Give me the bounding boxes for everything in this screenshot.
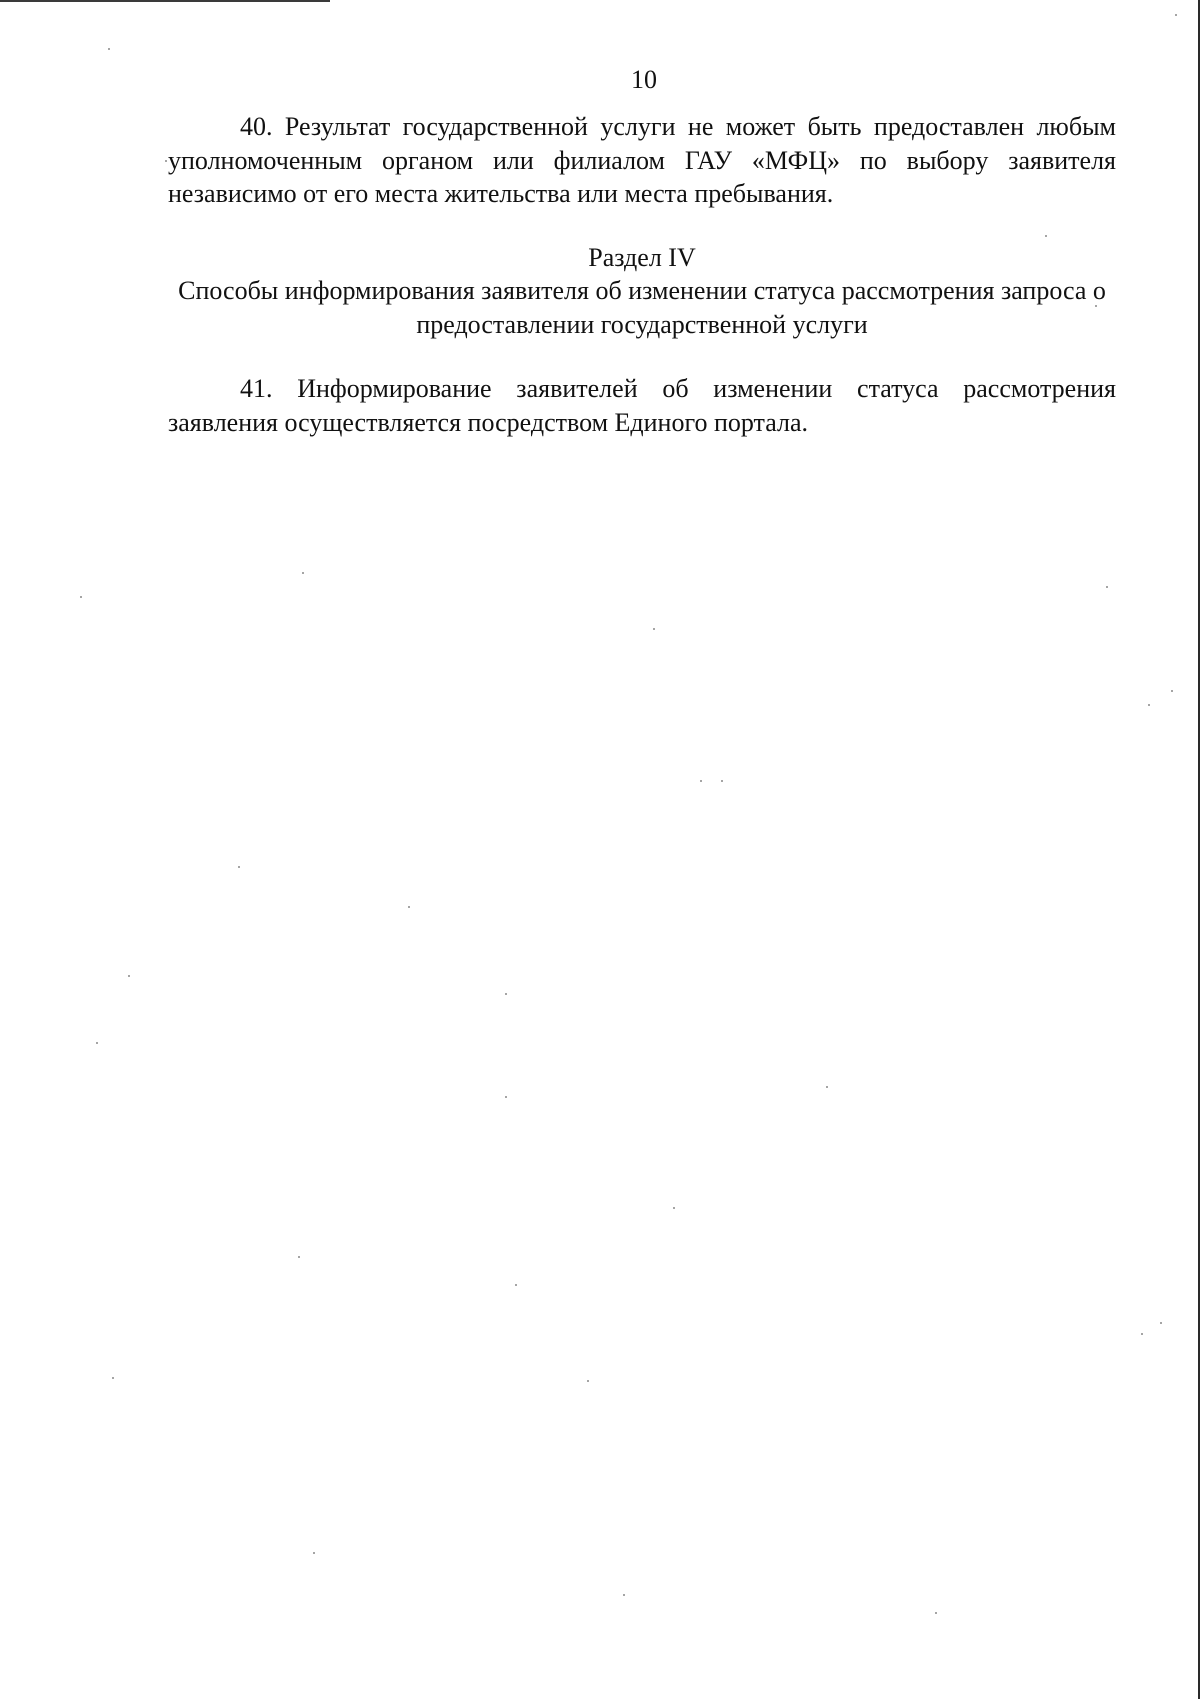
section-subtitle: Способы информирования заявителя об изменении статуса рассмотрения запроса о предоставлении государственной услуги <box>178 276 1106 339</box>
page-number: 10 <box>631 65 657 94</box>
paragraph-41: 41. Информирование заявителей об изменении статуса рассмотрения заявления осуществляется посредством Единого портала. <box>168 374 1116 437</box>
paragraph-40: 40. Результат государственной услуги не может быть предоставлен любым уполномоченным органом или филиалом ГАУ «МФЦ» по выбору заявителя независимо от его места жительства или места пребывания. <box>168 112 1116 208</box>
section-title: Раздел IV <box>588 243 696 272</box>
scan-top-edge <box>0 0 330 2</box>
